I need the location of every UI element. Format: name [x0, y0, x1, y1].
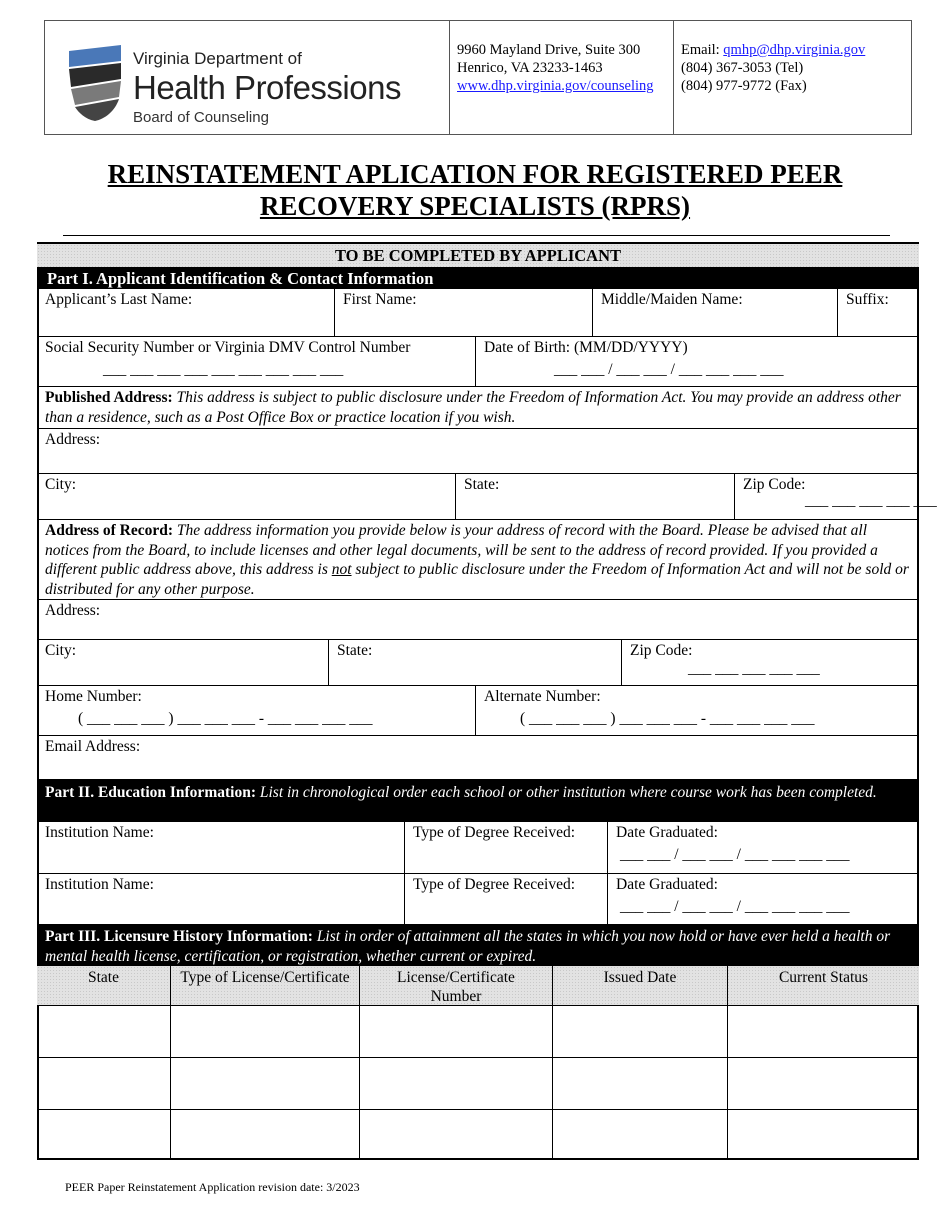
dob-blanks: ___ ___ / ___ ___ / ___ ___ ___ ___ — [554, 361, 784, 378]
address-of-record-notice — [37, 520, 919, 600]
email-link[interactable]: qmhp@dhp.virginia.gov — [723, 42, 866, 58]
ssn-blanks: ___ ___ ___ ___ ___ ___ ___ ___ ___ — [103, 361, 344, 378]
suffix-label: Suffix: — [846, 291, 889, 308]
alternate-number-blanks: ( ___ ___ ___ ) ___ ___ ___ - ___ ___ ___ ___ — [520, 710, 815, 727]
published-address-text: This address is subject to public disclosure under the Freedom of Information Act. You may provide an address other than a residence, such as a Post Office Box or practice location if you wish. — [45, 389, 901, 426]
ssn-label: Social Security Number or Virginia DMV Control Number — [45, 339, 411, 356]
education-row — [37, 874, 919, 924]
middle-name-field[interactable] — [592, 289, 837, 336]
home-number-label: Home Number: — [45, 688, 142, 705]
published-address-notice — [37, 387, 919, 429]
email-row[interactable] — [37, 736, 919, 780]
ssn-dob-row — [37, 337, 919, 387]
email-label: Email: — [681, 42, 724, 58]
issued-date-cell[interactable] — [552, 1110, 727, 1160]
degree-field[interactable] — [404, 822, 607, 873]
last-name-field[interactable] — [37, 289, 334, 336]
email-address-label: Email Address: — [45, 738, 141, 755]
institution-name-label: Institution Name: — [45, 876, 154, 893]
published-city-label: City: — [45, 476, 77, 493]
date-graduated-blanks: ___ ___ / ___ ___ / ___ ___ ___ ___ — [620, 898, 850, 915]
ssn-field[interactable] — [37, 337, 475, 386]
license-number-cell[interactable] — [359, 1006, 552, 1057]
header-divider — [449, 21, 450, 134]
table-row — [37, 1110, 919, 1160]
first-name-label: First Name: — [343, 291, 417, 308]
tel-text: (804) 367-3053 (Tel) — [681, 60, 804, 76]
institution-name-field[interactable] — [37, 874, 404, 924]
published-address-row[interactable] — [37, 429, 919, 474]
dob-field[interactable] — [475, 337, 919, 386]
published-state-field[interactable] — [455, 474, 734, 519]
page-title-line2: RECOVERY SPECIALISTS (RPRS) — [259, 191, 691, 221]
alternate-number-label: Alternate Number: — [484, 688, 601, 705]
address-line1: 9960 Mayland Drive, Suite 300 — [457, 42, 641, 58]
org-name-line1: Virginia Department of — [133, 49, 302, 68]
date-graduated-blanks: ___ ___ / ___ ___ / ___ ___ ___ ___ — [620, 846, 850, 863]
published-city-field[interactable] — [37, 474, 455, 519]
license-number-cell[interactable] — [359, 1110, 552, 1160]
licensure-table-header — [37, 966, 919, 1006]
home-number-blanks: ( ___ ___ ___ ) ___ ___ ___ - ___ ___ ___ ___ — [78, 710, 373, 727]
license-type-cell[interactable] — [170, 1058, 359, 1109]
published-zip-blanks: ___ ___ ___ ___ ___ — [805, 492, 937, 509]
table-row — [37, 1006, 919, 1058]
part2-heading-title: Part II. Education Information: — [45, 784, 256, 801]
published-city-row — [37, 474, 937, 520]
last-name-label: Applicant’s Last Name: — [45, 291, 193, 308]
part2-heading-text: List in chronological order each school or other institution where course work has been completed. — [259, 784, 877, 801]
current-status-cell[interactable] — [727, 1058, 919, 1109]
website-link[interactable]: www.dhp.virginia.gov/counseling — [457, 78, 654, 94]
part3-heading — [37, 924, 919, 966]
home-number-field[interactable] — [37, 686, 475, 735]
address-of-record-text-end: subject to public disclosure under the Freedom of Information Act and will not be sold or distributed for any other purpose. — [45, 561, 909, 598]
issued-date-cell[interactable] — [552, 1006, 727, 1057]
institution-name-label: Institution Name: — [45, 824, 154, 841]
header-box — [44, 20, 912, 135]
col-license-number: License/Certificate Number — [359, 966, 552, 1005]
col-state: State — [88, 969, 119, 986]
page-title-line1: REINSTATEMENT APLICATION FOR REGISTERED PEER — [107, 159, 843, 189]
part3-heading-title: Part III. Licensure History Information: — [45, 928, 313, 945]
date-graduated-field[interactable] — [607, 822, 919, 873]
header-divider — [673, 21, 674, 134]
table-row — [37, 1058, 919, 1110]
dob-label: Date of Birth: (MM/DD/YYYY) — [484, 339, 688, 356]
address-of-record-not: not — [331, 561, 352, 578]
degree-label: Type of Degree Received: — [413, 876, 576, 893]
date-graduated-field[interactable] — [607, 874, 919, 924]
part2-heading — [37, 780, 919, 822]
record-zip-blanks: ___ ___ ___ ___ ___ — [688, 660, 820, 677]
dhp-logo-icon — [65, 43, 127, 123]
suffix-field[interactable] — [837, 289, 919, 336]
phone-row — [37, 686, 919, 736]
issued-date-cell[interactable] — [552, 1058, 727, 1109]
record-city-label: City: — [45, 642, 77, 659]
published-zip-label: Zip Code: — [743, 476, 806, 493]
state-cell[interactable] — [37, 1058, 170, 1109]
education-row — [37, 822, 919, 874]
license-number-cell[interactable] — [359, 1058, 552, 1109]
middle-name-label: Middle/Maiden Name: — [601, 291, 743, 308]
address-of-record-heading: Address of Record: — [45, 522, 174, 539]
part1-heading: Part I. Applicant Identification & Contact Information — [37, 268, 919, 289]
alternate-number-field[interactable] — [475, 686, 919, 735]
license-type-cell[interactable] — [170, 1110, 359, 1160]
col-current-status: Current Status — [727, 966, 919, 1005]
published-address-heading: Published Address: — [45, 389, 173, 406]
degree-field[interactable] — [404, 874, 607, 924]
record-state-label: State: — [337, 642, 373, 659]
current-status-cell[interactable] — [727, 1006, 919, 1057]
state-cell[interactable] — [37, 1110, 170, 1160]
record-city-row — [37, 640, 919, 686]
degree-label: Type of Degree Received: — [413, 824, 576, 841]
names-row — [37, 289, 919, 337]
current-status-cell[interactable] — [727, 1110, 919, 1160]
record-zip-field[interactable] — [621, 640, 919, 685]
record-address-row[interactable] — [37, 600, 919, 640]
org-name-line2: Health Professions — [133, 69, 401, 106]
footer-revision-text: PEER Paper Reinstatement Application revision date: 3/2023 — [65, 1180, 360, 1194]
col-issued-date: Issued Date — [552, 966, 727, 1005]
published-address-label: Address: — [45, 431, 101, 448]
record-city-field[interactable] — [37, 640, 328, 685]
license-type-cell[interactable] — [170, 1006, 359, 1057]
record-state-field[interactable] — [328, 640, 621, 685]
title-rule — [63, 235, 890, 236]
published-zip-field[interactable] — [734, 474, 937, 519]
org-name-line3: Board of Counseling — [133, 109, 269, 126]
address-of-record-text: The address information you provide below is your address of record with the Board. Please be advised that all notices from the Board, to include licenses and other legal documents, will be sent to the address of record provided. If you provided a different public address above, this address is — [45, 522, 878, 578]
part3-heading-text: List in order of attainment all the states in which you now hold or have ever held a health or mental health license, certification, or registration, whether current or expired. — [45, 928, 891, 965]
institution-name-field[interactable] — [37, 822, 404, 873]
record-address-label: Address: — [45, 602, 101, 619]
date-graduated-label: Date Graduated: — [616, 876, 718, 893]
first-name-field[interactable] — [334, 289, 592, 336]
fax-text: (804) 977-9772 (Fax) — [681, 78, 807, 94]
col-license-type: Type of License/Certificate — [170, 966, 359, 1005]
state-cell[interactable] — [37, 1006, 170, 1057]
published-state-label: State: — [464, 476, 500, 493]
completed-by-applicant-banner: TO BE COMPLETED BY APPLICANT — [37, 244, 919, 268]
address-line2: Henrico, VA 23233-1463 — [457, 60, 603, 76]
record-zip-label: Zip Code: — [630, 642, 693, 659]
date-graduated-label: Date Graduated: — [616, 824, 718, 841]
